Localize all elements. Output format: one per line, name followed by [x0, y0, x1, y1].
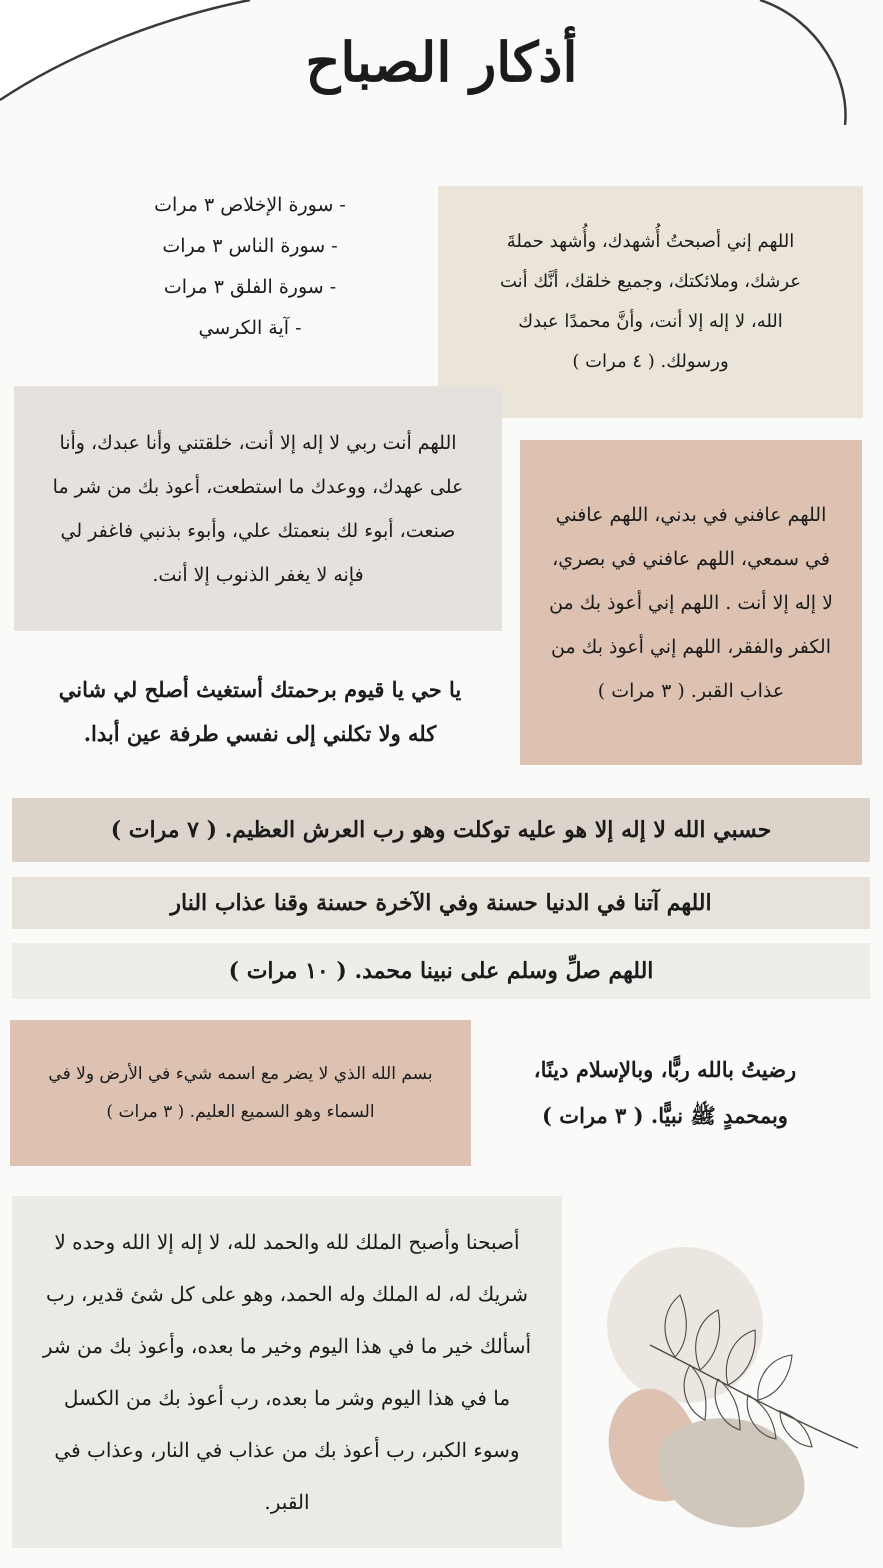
strip-text: اللهم آتنا في الدنيا حسنة وفي الآخرة حسنة وقنا عذاب النار [170, 890, 712, 916]
page-title: أذكار الصباح [305, 30, 578, 94]
card-bismillah [10, 1020, 471, 1166]
strip-hasbiyallah [12, 798, 870, 862]
strip-text: حسبي الله لا إله إلا هو عليه توكلت وهو رب العرش العظيم. ( ٧ مرات ) [110, 817, 772, 843]
card-aafini [520, 440, 862, 765]
card-text: اللهم أنت ربي لا إله إلا أنت، خلقتني وأنا عبدك، وأنا على عهدك، ووعدك ما استطعت، أعوذ بك من شر ما صنعت، أبوء لك بنعمتك علي، وأبوء بذنبي فاغفر لي فإنه لا يغفر الذنوب إلا أنت. [52, 431, 464, 586]
card-text: اللهم إني أصبحتُ أُشهدك، وأُشهد حملةَ عرشك، وملائكتك، وجميع خلقك، أنَّك أنت الله، لا إله إلا أنت، وأنَّ محمدًا عبدك ورسولك. ( ٤ مرات ) [499, 231, 802, 372]
card-asbahna [12, 1196, 562, 1548]
card-text: اللهم عافني في بدني، اللهم عافني في سمعي، اللهم عافني في بصري، لا إله إلا أنت . اللهم إني أعوذ بك من الكفر والفقر، اللهم إني أعوذ بك من عذاب القبر. ( ٣ مرات ) [549, 503, 833, 702]
list-item: - آية الكرسي [198, 317, 302, 339]
card-text: أصبحنا وأصبح الملك لله والحمد لله، لا إله إلا الله وحده لا شريك له، له الملك وله الحمد، وهو على كل شئ قدير، رب أسألك خير ما في هذا اليوم وخير ما بعده، وأعوذ بك من شر ما في هذا اليوم وشر ما بعده، رب أعوذ بك من الكسل وسوء الكبر، رب أعوذ بك من عذاب في النار، وعذاب في القبر. [42, 1230, 532, 1514]
card-text: يا حي يا قيوم برحمتك أستغيث أصلح لي شاني كله ولا تكلني إلى نفسي طرفة عين أبدا. [58, 677, 462, 746]
surah-list [100, 185, 400, 349]
card-text: رضيتُ بالله ربًّا، وبالإسلام دينًا، وبمحمدٍ ﷺ نبيًّا. ( ٣ مرات ) [533, 1056, 797, 1128]
card-text: بسم الله الذي لا يضر مع اسمه شيء في الأرض ولا في السماء وهو السميع العليم. ( ٣ مرات ) [48, 1064, 433, 1122]
strip-atina [12, 877, 870, 929]
card-raditu [500, 1040, 830, 1145]
strip-salli [12, 943, 870, 999]
card-ashhaduk [438, 186, 863, 418]
card-sayyid-istighfar [14, 386, 502, 631]
list-item: - سورة الإخلاص ٣ مرات [154, 194, 346, 216]
card-ya-hayy [40, 662, 480, 762]
list-item: - سورة الفلق ٣ مرات [163, 276, 337, 298]
leaf-decoration [590, 1225, 875, 1535]
list-item: - سورة الناس ٣ مرات [162, 235, 338, 257]
strip-text: اللهم صلِّ وسلم على نبينا محمد. ( ١٠ مرات ) [228, 958, 654, 984]
